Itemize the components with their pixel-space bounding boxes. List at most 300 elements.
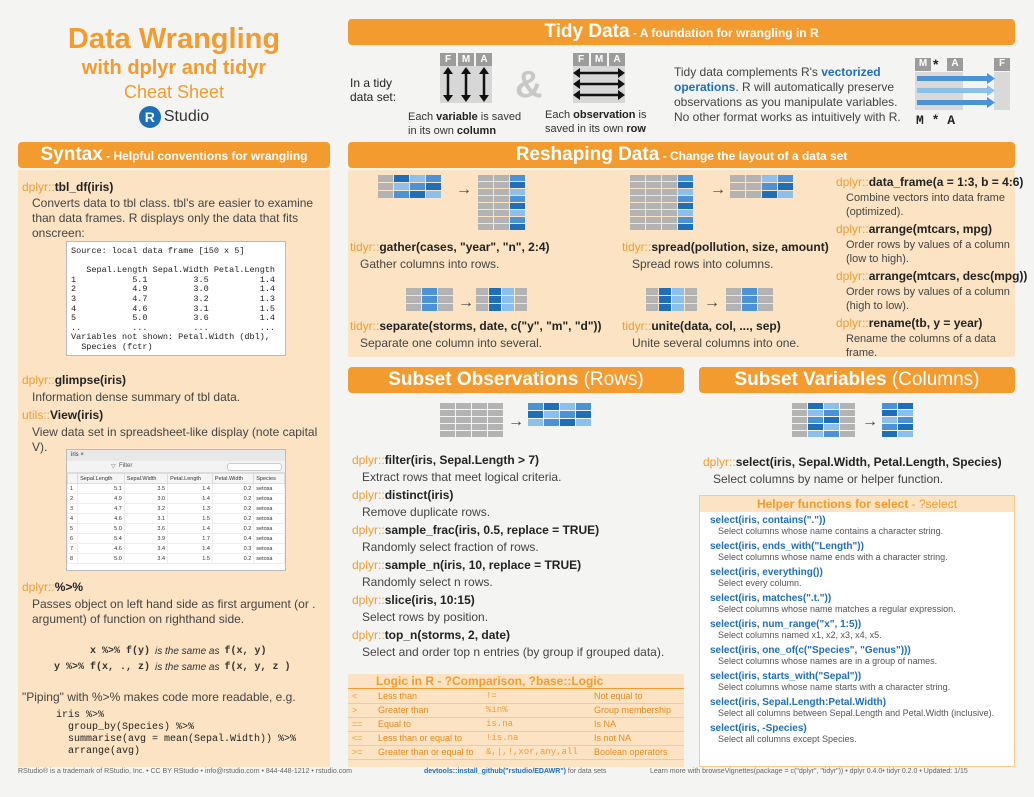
separate-item (350, 319, 602, 351)
fma-a: A (609, 53, 625, 66)
grid-cell (742, 296, 757, 303)
view-cell: 5.4 (78, 534, 125, 544)
pkg-prefix: tidyr:: (350, 319, 380, 333)
view-cell: 0.2 (212, 554, 253, 564)
subset-obs-fn (352, 523, 682, 537)
subset-obs-header (348, 367, 684, 393)
grid-cell (438, 304, 453, 311)
subset-obs-fn (352, 488, 682, 502)
view-col-header[interactable]: Sepal.Width (124, 474, 167, 484)
grid-cell (824, 431, 839, 437)
grid-cell (426, 183, 441, 190)
grid-cell (410, 183, 425, 190)
desc-part: vectorized operations (674, 65, 881, 94)
tidy-header (348, 19, 1015, 45)
logic-header (348, 674, 684, 689)
grid-cell (840, 403, 855, 409)
view-col-header[interactable]: Petal.Length (168, 474, 213, 484)
view-table (67, 473, 285, 564)
grid-cell (510, 182, 525, 188)
grid-cell (758, 304, 773, 311)
helper-desc: Select columns whose name matches a regular expression. (718, 604, 956, 614)
view-cell: 7 (68, 544, 78, 554)
pkg-prefix: tidyr:: (622, 240, 652, 254)
fma-a: A (476, 53, 492, 66)
syntax-header-sub: - Helpful conventions for wrangling (102, 149, 308, 163)
subset-obs-fn (352, 628, 682, 642)
fn-name: select(iris, Sepal.Width, Petal.Length, Species) (735, 455, 1002, 469)
grid-cell (456, 410, 471, 416)
grid-cell (472, 424, 487, 430)
fn-name: tbl_df(iris) (54, 180, 114, 194)
view-cell: 0.2 (212, 484, 253, 494)
footer-right: Learn more with browseVignettes(package = c("dplyr", "tidyr")) • dplyr 0.4.0• tidyr 0.2.0 • Updated: 1/15 (650, 768, 968, 775)
grid-cell (730, 183, 745, 190)
grid-cell (746, 175, 761, 182)
grid-cell (478, 189, 493, 195)
view-cell: 1 (68, 484, 78, 494)
grid-cell (494, 210, 509, 216)
console-line: 3 4.7 3.2 1.3 (71, 293, 276, 304)
pipe-example-2 (30, 660, 320, 676)
view-cell: 3.6 (124, 524, 167, 534)
grid-cell (378, 191, 393, 198)
helper-desc: Select all columns except Species. (718, 734, 857, 744)
logic-cell: %in% (482, 703, 590, 717)
grid-cell (440, 424, 455, 430)
pkg-prefix: utils:: (22, 408, 51, 422)
view-col-header[interactable]: Sepal.Length (78, 474, 125, 484)
view-cell: setosa (254, 484, 285, 494)
subset-obs-desc: Extract rows that meet logical criteria. (362, 470, 562, 484)
subset-obs-header-title: Subset Observations (388, 369, 579, 390)
pkg-prefix: dplyr:: (352, 593, 385, 607)
console-line: Variables not shown: Petal.Width (dbl), (71, 332, 270, 343)
grid-cell (742, 288, 757, 295)
grid-cell (678, 210, 693, 216)
grid-cell (489, 304, 501, 311)
view-cell: 0.2 (212, 514, 253, 524)
subset-obs-item (352, 488, 682, 520)
grid-cell (515, 304, 527, 311)
logic-cell: Is not NA (590, 731, 684, 745)
logic-cell: != (482, 689, 590, 703)
tbl-df-desc: Converts data to tbl class. tbl's are easier to examine than data frames. R displays only the data that fits onscreen: (32, 196, 314, 240)
rstudio-logo (139, 106, 209, 128)
rstudio-logo-text: Studio (163, 108, 210, 125)
grid-cell (630, 175, 645, 181)
grid-cell (678, 182, 693, 188)
subset-obs-list (352, 453, 682, 663)
grid-cell (824, 403, 839, 409)
view-col-header[interactable]: Petal.Width (212, 474, 253, 484)
grid-cell (576, 411, 591, 418)
view-cell: 3.4 (124, 544, 167, 554)
logic-cell: > (348, 703, 374, 717)
view-cell: 0.3 (212, 544, 253, 554)
logic-cell: Not equal to (590, 689, 684, 703)
search-input[interactable] (227, 463, 282, 471)
helper-fn: select(iris, everything()) (710, 567, 823, 578)
column-arrows-icon (440, 66, 492, 103)
gather-item (350, 240, 550, 272)
fn-name: arrange(mtcars, desc(mpg)) (868, 269, 1028, 283)
caption-part: row (626, 123, 646, 135)
pkg-prefix: dplyr:: (352, 628, 385, 642)
grid-cell (510, 196, 525, 202)
fn-name: gather(cases, "year", "n", 2:4) (379, 240, 550, 254)
grid-cell (410, 175, 425, 182)
tbl-df-fn (22, 180, 327, 194)
grid-cell (662, 217, 677, 223)
pkg-prefix: dplyr:: (352, 453, 385, 467)
vec-a: A (947, 58, 963, 71)
grid-cell (646, 217, 661, 223)
helper-sub: - ?select (908, 497, 958, 511)
pkg-prefix: tidyr:: (622, 319, 652, 333)
fn-name: spread(pollution, size, amount) (651, 240, 829, 254)
grid-cell (646, 224, 661, 230)
grid-cell (560, 419, 575, 426)
rstudio-logo-icon: R (139, 106, 161, 128)
logic-sub: - ?Comparison, ?base::Logic (434, 674, 604, 688)
reshape-right-item (836, 316, 1012, 360)
grid-cell (672, 304, 684, 311)
subset-vars-header-title: Subset Variables (734, 369, 887, 390)
grid-cell (630, 182, 645, 188)
grid-cell (406, 304, 421, 311)
reshape-right-item (836, 222, 1012, 266)
view-cell: 8 (68, 554, 78, 564)
fma-headers (440, 53, 492, 66)
grid-cell (630, 224, 645, 230)
ampersand: & (515, 64, 543, 106)
grid-cell (646, 288, 658, 295)
grid-cell (394, 191, 409, 198)
grid-cell (544, 411, 559, 418)
tidy-variables-diagram (440, 53, 492, 105)
pipe-ex-same: is the same as (155, 662, 220, 673)
caption-part: is saved in its own (408, 111, 522, 137)
tidy-header-sub: - A foundation for wrangling in R (629, 26, 819, 40)
grid-cell (476, 288, 488, 295)
view-cell: 5.1 (78, 484, 125, 494)
grid-cell (840, 431, 855, 437)
grid-cell (678, 203, 693, 209)
fma-f: F (440, 53, 456, 66)
caption-part: Each (545, 109, 574, 121)
caption-part: is saved in its own (545, 109, 647, 135)
helper-desc: Select columns whose name starts with a character string. (718, 682, 951, 692)
logic-cell: !is.na (482, 731, 590, 745)
caption-part: column (456, 125, 497, 137)
pkg-prefix: dplyr:: (836, 175, 869, 189)
grid-cell (494, 224, 509, 230)
grid-cell (489, 288, 501, 295)
grid-cell (662, 182, 677, 188)
caption-part: variable (436, 111, 478, 123)
grid-cell (662, 210, 677, 216)
pkg-prefix: dplyr:: (22, 180, 55, 194)
grid-cell (678, 175, 693, 181)
vec-bottom: M * A (916, 113, 956, 128)
helper-fn: select(iris, starts_with("Sepal")) (710, 671, 862, 682)
grid-cell (646, 196, 661, 202)
grid-cell (792, 417, 807, 423)
code-line: summarise(avg = mean(Sepal.Width)) %>% (56, 734, 297, 745)
pipe-ex-res: f(x, y, z ) (224, 662, 291, 673)
grid-cell (662, 203, 677, 209)
title-main: Data Wrangling (67, 23, 281, 55)
filter-icon[interactable]: ▽ (111, 464, 116, 470)
view-cell: 1.5 (168, 514, 213, 524)
subset-obs-desc: Select and order top n entries (by group if grouped data). (362, 645, 665, 659)
title-block (18, 22, 330, 128)
subset-obs-fn (352, 558, 682, 572)
grid-cell (662, 189, 677, 195)
view-cell: 4.6 (78, 544, 125, 554)
console-output (66, 241, 286, 356)
grid-cell (472, 410, 487, 416)
view-cell: 1.7 (168, 534, 213, 544)
view-col-header[interactable] (68, 474, 78, 484)
grid-cell (515, 296, 527, 303)
pkg-prefix: dplyr:: (22, 580, 55, 594)
logic-cell: Boolean operators (590, 745, 684, 759)
pkg-prefix: tidyr:: (350, 240, 380, 254)
grid-cell (662, 175, 677, 181)
fn-desc: Combine vectors into data frame (optimized). (846, 192, 1005, 218)
view-cell: setosa (254, 524, 285, 534)
grid-cell (630, 203, 645, 209)
grid-cell (646, 189, 661, 195)
view-cell: 6 (68, 534, 78, 544)
grid-cell (422, 296, 437, 303)
logic-cell: Group membership (590, 703, 684, 717)
grid-cell (502, 296, 514, 303)
fma-f: F (573, 53, 589, 66)
grid-cell (544, 403, 559, 410)
grid-cell (576, 403, 591, 410)
logic-cell: == (348, 717, 374, 731)
view-cell: 0.2 (212, 524, 253, 534)
view-cell: 1.4 (168, 524, 213, 534)
grid-cell (730, 175, 745, 182)
grid-cell (494, 175, 509, 181)
unite-desc: Unite several columns into one. (632, 336, 800, 350)
reshape-header (348, 142, 1015, 168)
pkg-prefix: dplyr:: (352, 558, 385, 572)
vec-m: M (915, 58, 931, 71)
tidy-header-title: Tidy Data (544, 21, 630, 42)
fn-desc: Rename the columns of a data frame. (846, 333, 996, 359)
grid-cell (510, 224, 525, 230)
subset-rows-diagram (440, 403, 600, 447)
reshape-right-item (836, 175, 1024, 219)
grid-cell (456, 424, 471, 430)
arrow-icon: → (458, 294, 474, 311)
grid-cell (662, 224, 677, 230)
view-cell: 3.2 (124, 504, 167, 514)
subset-obs-desc: Remove duplicate rows. (362, 505, 491, 519)
pipe-example-1 (30, 644, 320, 660)
grid-cell (410, 191, 425, 198)
gather-diagram (378, 175, 548, 235)
subset-obs-desc: Randomly select n rows. (362, 575, 493, 589)
grid-cell (882, 431, 897, 437)
pipe-ex-res: f(x, y) (224, 646, 267, 657)
code-line: group_by(Species) %>% (56, 722, 195, 733)
view-cell: 2 (68, 494, 78, 504)
pipe-examples (30, 644, 320, 676)
grid-cell (672, 296, 684, 303)
grid-cell (476, 304, 488, 311)
view-cell: 4 (68, 514, 78, 524)
grid-cell (378, 175, 393, 182)
pkg-prefix: dplyr:: (836, 269, 869, 283)
grid-cell (659, 296, 671, 303)
subset-obs-item (352, 628, 682, 660)
grid-cell (478, 203, 493, 209)
syntax-glimpse (22, 373, 327, 455)
view-cell: setosa (254, 554, 285, 564)
grid-cell (456, 431, 471, 437)
fn-name: data_frame(a = 1:3, b = 4:6) (868, 175, 1024, 189)
syntax-header-title: Syntax (40, 144, 103, 165)
arrow-icon: → (456, 181, 472, 198)
grid-cell (544, 419, 559, 426)
grid-cell (406, 296, 421, 303)
grid-cell (515, 288, 527, 295)
logic-row (348, 703, 684, 717)
reshape-header-sub: - Change the layout of a data set (659, 149, 848, 163)
grid-cell (898, 424, 913, 430)
grid-cell (726, 296, 741, 303)
grid-cell (494, 196, 509, 202)
view-row (68, 524, 285, 534)
grid-cell (882, 403, 897, 409)
grid-cell (762, 191, 777, 198)
unite-item (622, 319, 799, 351)
grid-cell (440, 431, 455, 437)
grid-cell (758, 288, 773, 295)
view-cell: 4.7 (78, 504, 125, 514)
arrow-icon: → (710, 181, 726, 198)
grid-cell (808, 403, 823, 409)
pkg-prefix: dplyr:: (352, 488, 385, 502)
subset-columns-diagram (792, 403, 952, 453)
logic-row (348, 717, 684, 731)
grid-cell (808, 410, 823, 416)
console-line: 4 4.6 3.1 1.5 (71, 303, 276, 314)
helper-fn: select(iris, matches(".t.")) (710, 593, 832, 604)
grid-cell (882, 424, 897, 430)
fn-name: View(iris) (50, 408, 104, 422)
view-desc: View data set in spreadsheet-like display (note capital V). (32, 425, 318, 454)
grid-cell (456, 403, 471, 409)
grid-cell (528, 411, 543, 418)
title-sub: with dplyr and tidyr (81, 57, 267, 79)
subset-obs-item (352, 558, 682, 590)
select-item (703, 455, 1002, 487)
view-col-header[interactable]: Species (254, 474, 285, 484)
grid-cell (678, 189, 693, 195)
view-cell: setosa (254, 514, 285, 524)
view-cell: 0.2 (212, 494, 253, 504)
grid-cell (778, 175, 793, 182)
grid-cell (502, 288, 514, 295)
arrow-icon: → (862, 413, 878, 430)
pipe-desc: Passes object on left hand side as first argument (or . argument) of function on righthand side. (32, 597, 316, 626)
grid-cell (758, 296, 773, 303)
grid-cell (672, 288, 684, 295)
helper-desc: Select columns whose name ends with a character string. (718, 552, 948, 562)
grid-cell (394, 183, 409, 190)
fn-name: separate(storms, date, c("y", "m", "d")) (379, 319, 602, 333)
helper-fn: select(iris, ends_with("Length")) (710, 541, 864, 552)
fn-name: rename(tb, y = year) (868, 316, 983, 330)
grid-cell (560, 411, 575, 418)
grid-cell (882, 417, 897, 423)
piping-code (56, 710, 296, 758)
unite-diagram (646, 288, 776, 318)
grid-cell (808, 431, 823, 437)
grid-cell (440, 417, 455, 423)
logic-cell: <= (348, 731, 374, 745)
view-tab[interactable]: iris × (67, 450, 285, 461)
grid-cell (488, 431, 503, 437)
row-arrows-icon (573, 66, 625, 103)
subset-vars-header (699, 367, 1015, 393)
grid-cell (406, 288, 421, 295)
code-line: arrange(avg) (56, 746, 141, 757)
grid-cell (792, 431, 807, 437)
grid-cell (630, 196, 645, 202)
fma-m: M (591, 53, 607, 66)
grid-cell (898, 410, 913, 416)
view-cell: 1.4 (168, 544, 213, 554)
logic-cell: Is NA (590, 717, 684, 731)
grid-cell (394, 175, 409, 182)
gather-fn (350, 240, 550, 254)
fn-name: filter(iris, Sepal.Length > 7) (384, 453, 540, 467)
grid-cell (646, 175, 661, 181)
vectorized-diagram (913, 58, 1013, 130)
code-line: iris %>% (56, 710, 105, 721)
reshape-right-list (836, 175, 1028, 360)
fn-name: slice(iris, 10:15) (384, 593, 475, 607)
filter-label[interactable]: Filter (119, 463, 133, 469)
grid-cell (792, 410, 807, 416)
subset-obs-fn (352, 593, 682, 607)
grid-cell (646, 182, 661, 188)
glimpse-fn (22, 373, 327, 387)
spread-item (622, 240, 829, 272)
syntax-header (18, 142, 330, 168)
grid-cell (882, 410, 897, 416)
grid-cell (440, 403, 455, 409)
grid-cell (488, 403, 503, 409)
subset-obs-item (352, 453, 682, 485)
helper-fn: select(iris, one_of(c("Species", "Genus"))) (710, 645, 911, 656)
view-row (68, 534, 285, 544)
footer-mid-code[interactable]: devtools::install_github("rstudio/EDAWR") (424, 768, 566, 775)
select-desc: Select columns by name or helper function. (713, 472, 944, 486)
subset-obs-fn (352, 453, 682, 467)
console-line: 2 4.9 3.0 1.4 (71, 284, 276, 295)
console-line: .. ... ... ... (71, 322, 276, 333)
grid-cell (472, 417, 487, 423)
